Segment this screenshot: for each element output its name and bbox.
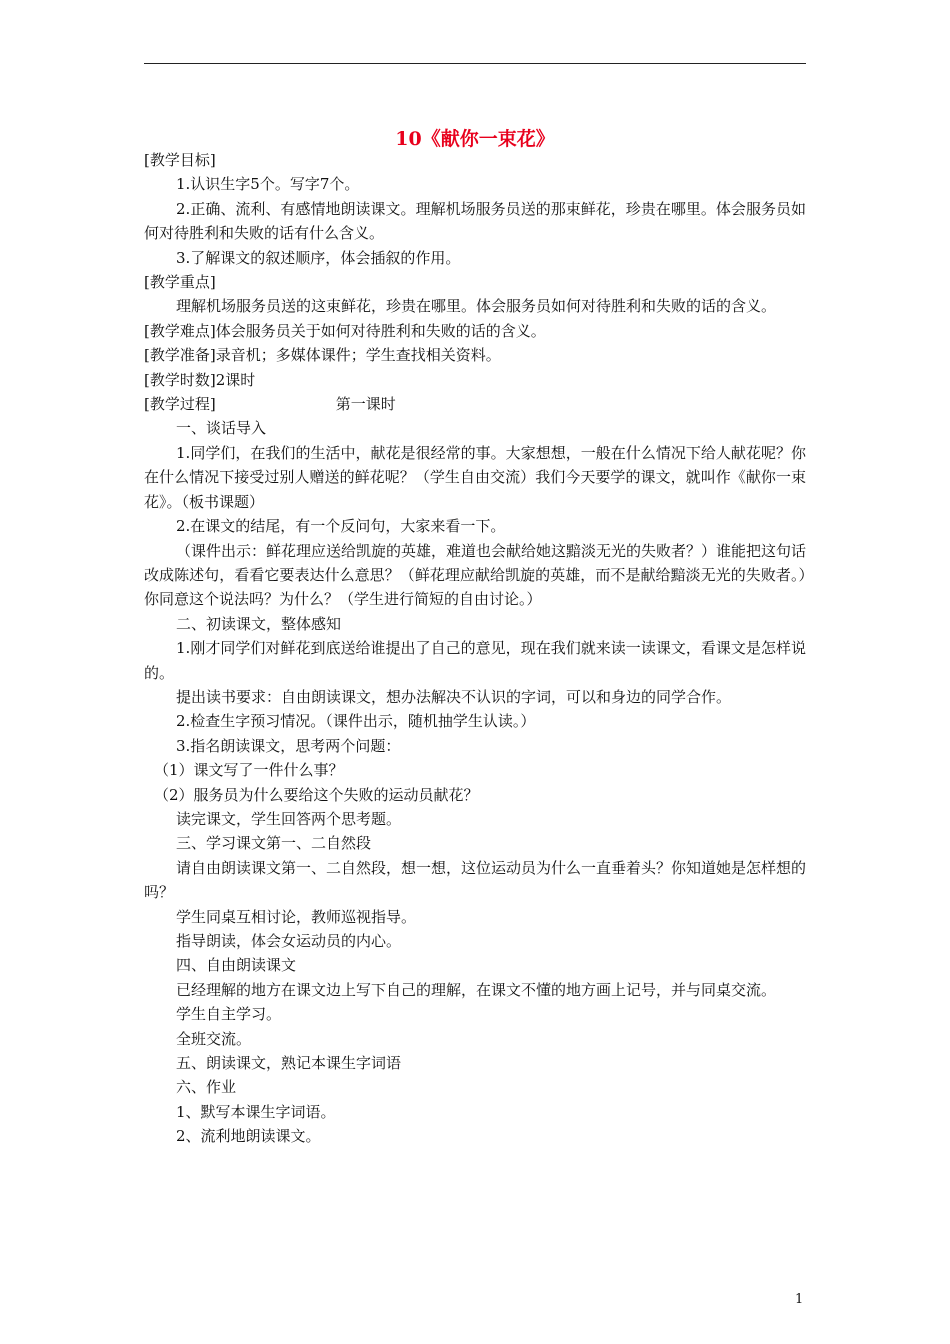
- page-number: 1: [795, 1292, 804, 1307]
- paragraph: 指导朗读，体会女运动员的内心。: [176, 932, 402, 950]
- question-item: （2）服务员为什么要给这个失败的运动员献花？: [154, 785, 479, 804]
- subheading: 一、谈话导入: [176, 419, 267, 438]
- paragraph: 学生自主学习。: [176, 1005, 282, 1024]
- paragraph: 全班交流。: [176, 1029, 252, 1048]
- paragraph: 已经理解的地方在课文边上写下自己的理解，在课文不懂的地方画上记号，并与同桌交流。: [176, 980, 777, 999]
- paragraph: 2.在课文的结尾，有一个反问句，大家来看一下。: [176, 517, 506, 536]
- section-heading: [教学难点]体会服务员关于如何对待胜利和失败的话的含义。: [144, 321, 546, 340]
- paragraph: 读完课文，学生回答两个思考题。: [176, 809, 402, 828]
- subheading: 五、朗读课文，熟记本课生字词语: [176, 1054, 402, 1073]
- paragraph: 2.检查生字预习情况。（课件出示，随机抽学生认读。）: [176, 712, 536, 731]
- section-heading: [教学准备]录音机；多媒体课件；学生查找相关资料。: [144, 346, 501, 365]
- page-title: 10《献你一束花》: [395, 128, 555, 150]
- section-heading-row: [144, 392, 806, 416]
- question-item: （1）课文写了一件什么事？: [154, 761, 344, 780]
- paragraph: 3.指名朗读课文，思考两个问题：: [176, 736, 401, 755]
- paragraph: 3.了解课文的叙述顺序，体会插叙的作用。: [176, 248, 461, 267]
- paragraph: 理解机场服务员送的这束鲜花，珍贵在哪里。体会服务员如何对待胜利和失败的话的含义。: [176, 297, 777, 316]
- section-heading: [教学过程]: [144, 395, 216, 414]
- paragraph: （课件出示：鲜花理应送给凯旋的英雄，难道也会献给她这黯淡无光的失败者？）谁能把这句话改成陈述句，看看它要表达什么意思？（鲜花理应献给凯旋的英雄，而不是献给黯淡无光的失败者。）你同意这个说法吗？为什么？（学生进行简短的自由讨论。）: [144, 541, 807, 609]
- section-heading: [教学时数]2课时: [144, 370, 256, 389]
- paragraph: 提出读书要求：自由朗读课文，想办法解决不认识的字词，可以和身边的同学合作。: [176, 687, 732, 706]
- document-body: [144, 148, 806, 1149]
- subheading: 四、自由朗读课文: [176, 956, 297, 975]
- lesson-period-label: 第一课时: [335, 395, 396, 414]
- paragraph: 1.刚才同学们对鲜花到底送给谁提出了自己的意见，现在我们就来读一读课文，看课文是怎样说的。: [144, 639, 806, 682]
- section-heading: [教学重点]: [144, 273, 216, 292]
- paragraph: 1.认识生字5个。写字7个。: [176, 175, 360, 194]
- paragraph: 1.同学们，在我们的生活中，献花是很经常的事。大家想想，一般在什么情况下给人献花呢？你在什么情况下接受过别人赠送的鲜花呢？（学生自由交流）我们今天要学的课文，就叫作《献你一束花》。（板书课题）: [144, 443, 806, 511]
- homework-item: 1、默写本课生字词语。: [176, 1102, 336, 1121]
- paragraph: 2.正确、流利、有感情地朗读课文。理解机场服务员送的那束鲜花，珍贵在哪里。体会服务员如何对待胜利和失败的话有什么含义。: [144, 199, 806, 243]
- header-rule: [144, 63, 806, 64]
- section-heading: [教学目标]: [144, 151, 216, 169]
- paragraph: 学生同桌互相讨论，教师巡视指导。: [176, 907, 417, 926]
- paragraph: 请自由朗读课文第一、二自然段，想一想，这位运动员为什么一直垂着头？你知道她是怎样想的吗？: [144, 858, 807, 902]
- subheading: 六、作业: [176, 1078, 237, 1097]
- homework-item: 2、流利地朗读课文。: [176, 1127, 321, 1146]
- subheading: 二、初读课文，整体感知: [176, 614, 342, 633]
- subheading: 三、学习课文第一、二自然段: [176, 834, 372, 853]
